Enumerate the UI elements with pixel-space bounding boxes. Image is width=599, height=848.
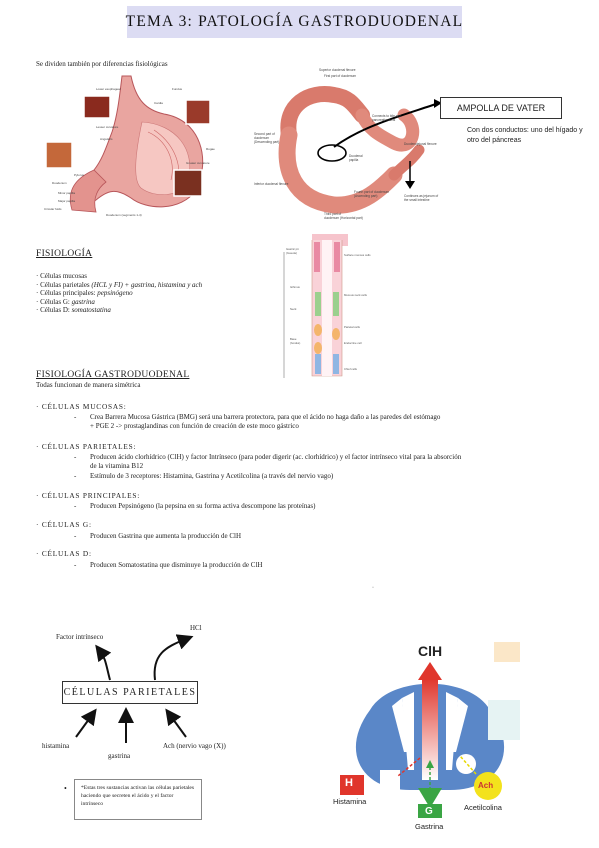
duodenum-illustration — [254, 65, 444, 225]
gastroduodenal-heading: FISIOLOGÍA GASTRODUODENAL — [36, 370, 190, 380]
svg-text:Superior duodenal flexure: Superior duodenal flexure — [319, 68, 356, 72]
g-label: G — [425, 806, 433, 817]
svg-text:Duodenum: Duodenum — [52, 181, 67, 185]
gastrina-cell-label: Gastrina — [415, 822, 444, 831]
gastroduodenal-subtitle: Todas funcionan de manera simétrica — [36, 381, 141, 389]
fisiologia-item: · Células mucosas — [36, 272, 87, 280]
svg-text:Chief cells: Chief cells — [344, 367, 357, 371]
histamina-label: histamina — [42, 742, 70, 750]
note-box: *Estas tres sustancias activan las células parietales haciendo que secreten el ácido y el factor intrínseco — [74, 779, 202, 820]
gastrina-label: gastrina — [108, 752, 131, 760]
fisiologia-item: · Células parietales (HCL y FI) + gastrina, histamina y ach — [36, 280, 203, 289]
svg-text:Neck: Neck — [290, 307, 297, 311]
svg-text:Duodenojejunal flexure: Duodenojejunal flexure — [404, 142, 437, 146]
svg-text:Parietal cells: Parietal cells — [344, 325, 360, 329]
section-mucosas-title: · CÉLULAS MUCOSAS: — [36, 402, 127, 411]
svg-text:Duodenum (segments 1-4): Duodenum (segments 1-4) — [106, 213, 142, 217]
title-banner — [127, 6, 462, 38]
fisiologia-item: · Células G: gastrina — [36, 297, 95, 306]
svg-text:Connects to bile and: Connects to bile and — [372, 114, 402, 118]
svg-text:Minor papilla: Minor papilla — [58, 191, 76, 195]
section-line: Estímulo de 3 receptores: Histamina, Gastrina y Acetilcolina (a través del nervio vago) — [90, 472, 334, 480]
celulas-parietales-box — [62, 681, 198, 704]
stomach-illustration — [36, 70, 220, 218]
intro-text: Se dividen también por diferencias fisiológicas — [36, 60, 168, 68]
svg-text:Pylorus: Pylorus — [74, 173, 85, 177]
svg-text:Isthmus: Isthmus — [290, 285, 300, 289]
section-line: + PGE 2 -> prostaglandinas con función de creación de este moco gástrico — [90, 422, 299, 430]
clh-label: ClH — [418, 643, 443, 659]
svg-text:Major papilla: Major papilla — [58, 199, 76, 203]
mint-square — [488, 700, 520, 740]
peach-square — [494, 642, 520, 662]
factor-label: Factor intrínseco — [56, 633, 104, 641]
section-d-title: · CÉLULAS D: — [36, 549, 92, 558]
svg-text:Base: Base — [290, 337, 297, 341]
svg-text:Endocrine cell: Endocrine cell — [344, 341, 362, 345]
ampolla-note: Con dos conductos: uno del hígado y otro del páncreas — [467, 127, 583, 144]
acetilcolina-label: Acetilcolina — [464, 803, 502, 812]
h-label: H — [345, 777, 353, 789]
svg-text:duodenum: duodenum — [254, 136, 270, 140]
section-g-title: · CÉLULAS G: — [36, 520, 92, 529]
svg-text:Cardia: Cardia — [154, 101, 163, 105]
fisiologia-item: · Células principales: pepsinógeno — [36, 289, 133, 298]
svg-text:pancreatic ducts: pancreatic ducts — [372, 118, 396, 122]
section-line: Producen Gastrina que aumenta la producción de ClH — [90, 532, 242, 540]
ampolla-callout: AMPOLLA DE VATER — [440, 97, 562, 119]
svg-text:Surface mucous cells: Surface mucous cells — [344, 253, 371, 257]
hcl-label: HCl — [190, 624, 202, 632]
svg-text:Fundus: Fundus — [172, 87, 183, 91]
svg-text:papilla: papilla — [349, 158, 359, 162]
svg-text:(Descending part): (Descending part) — [254, 140, 280, 144]
fisiologia-list — [36, 272, 202, 315]
section-line: Producen ácido clorhídrico (ClH) y factor Intrínseco (para poder digerir (ac. clorhídrico) y el factor intrínseco vital para la absorción — [90, 453, 462, 461]
svg-text:duodenum (Horizontal part): duodenum (Horizontal part) — [324, 216, 363, 220]
section-line: Crea Barrera Mucosa Gástrica (BMG) será una barrera protectora, para que el ácido no haga daño a las paredes del estómago — [90, 413, 441, 421]
fisiologia-heading: FISIOLOGÍA — [36, 249, 93, 259]
section-line: Producen Pepsinógeno (la pepsina en su forma activa descompone las proteínas) — [90, 502, 316, 510]
svg-text:Inferior duodenal flexure: Inferior duodenal flexure — [254, 182, 289, 186]
svg-text:(Ascending part): (Ascending part) — [354, 194, 378, 198]
svg-text:the small intestine: the small intestine — [404, 198, 430, 202]
svg-text:Gastric pit: Gastric pit — [286, 247, 299, 251]
svg-text:First part of duodenum: First part of duodenum — [324, 74, 357, 78]
svg-text:Lesser curvature: Lesser curvature — [96, 125, 119, 129]
bullet-dot: • — [64, 784, 67, 793]
svg-text:(foveola): (foveola) — [286, 251, 297, 255]
svg-text:Circular folds: Circular folds — [44, 207, 62, 211]
section-line: de la vitamina B12 — [90, 462, 144, 470]
svg-text:Fourth part of duodenum: Fourth part of duodenum — [354, 190, 390, 194]
svg-text:Mucous neck cells: Mucous neck cells — [344, 293, 367, 297]
section-principales-title: · CÉLULAS PRINCIPALES: — [36, 491, 141, 500]
svg-text:Third part of: Third part of — [324, 212, 342, 216]
ach-label: Ach (nervio vago (X)) — [163, 742, 226, 750]
gastric-gland-illustration — [282, 230, 394, 380]
section-parietales-title: · CÉLULAS PARIETALES: — [36, 442, 137, 451]
svg-text:Continues as jejunum of: Continues as jejunum of — [404, 194, 439, 198]
celulas-parietales-label: CÉLULAS PARIETALES — [63, 687, 197, 698]
svg-text:(fundus): (fundus) — [290, 341, 301, 345]
histamina-cell-label: Histamina — [333, 797, 367, 806]
svg-text:Greater curvature: Greater curvature — [186, 161, 210, 165]
svg-text:Rugae: Rugae — [206, 147, 215, 151]
svg-text:Duodenal: Duodenal — [349, 154, 363, 158]
section-line: Producen Somatostatina que disminuye la producción de ClH — [90, 561, 263, 569]
svg-text:Lower esophageal: Lower esophageal — [96, 87, 121, 91]
svg-text:Second part of: Second part of — [254, 132, 275, 136]
page-title: TEMA 3: PATOLOGÍA GASTRODUODENAL — [125, 13, 464, 30]
fisiologia-item: · Células D: somatostatina — [36, 306, 111, 315]
ach-cell-label: Ach — [478, 781, 494, 790]
svg-text:Angularis: Angularis — [100, 137, 113, 141]
